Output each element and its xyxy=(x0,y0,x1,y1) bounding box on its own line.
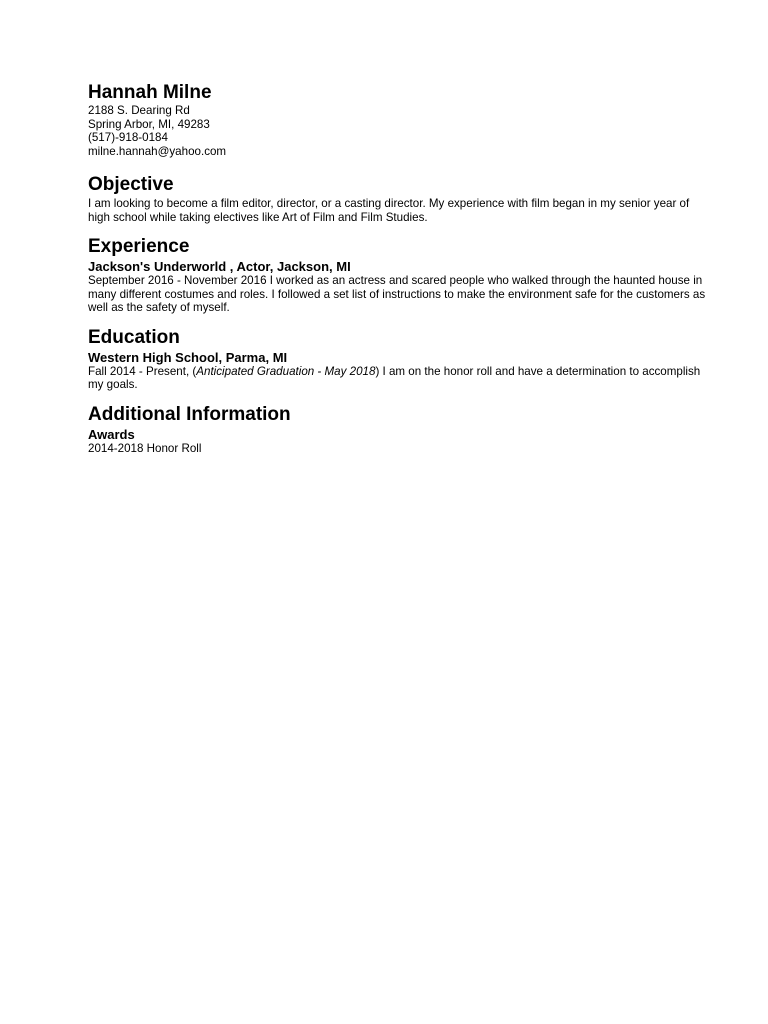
experience-section xyxy=(88,236,708,315)
objective-heading: Objective xyxy=(88,174,174,195)
awards-text: 2014-2018 Honor Roll xyxy=(88,441,202,455)
anticipated-graduation: Anticipated Graduation - May 2018 xyxy=(196,364,376,378)
address-line-2: Spring Arbor, MI, 49283 xyxy=(88,117,210,131)
education-entry-heading: Western High School, Parma, MI xyxy=(88,349,288,365)
resume-name: Hannah Milne xyxy=(88,82,212,103)
education-heading: Education xyxy=(88,326,180,348)
education-section xyxy=(88,327,708,392)
experience-entry-text: September 2016 - November 2016 I worked as an actress and scared people who walked through the haunted house in many different costumes and roles. I followed a set list of instructions to make the environment safe for the customers as well as the safety of myself. xyxy=(88,274,706,314)
experience-entry-heading: Jackson's Underworld , Actor, Jackson, MI xyxy=(88,259,351,274)
education-description: ) I am on the honor roll and have a determination to accomplish my goals. xyxy=(88,364,701,391)
experience-entry xyxy=(88,259,708,315)
experience-heading: Experience xyxy=(88,236,190,257)
email-address: milne.hannah@yahoo.com xyxy=(88,144,227,158)
objective-text: I am looking to become a film editor, director, or a casting director. My experience with film began in my senior year of high school while taking electives like Art of Film and Film Studies. xyxy=(88,197,690,224)
awards-heading: Awards xyxy=(88,426,135,442)
contact-block xyxy=(88,82,708,158)
phone-number: (517)-918-0184 xyxy=(88,131,168,144)
education-entry-text xyxy=(88,365,708,392)
additional-info-heading: Additional Information xyxy=(88,403,291,425)
additional-info-section xyxy=(88,404,708,456)
address-line-1: 2188 S. Dearing Rd xyxy=(88,104,190,117)
education-entry xyxy=(88,350,708,392)
education-date: Fall 2014 - Present, ( xyxy=(88,364,197,378)
objective-section xyxy=(88,174,708,224)
